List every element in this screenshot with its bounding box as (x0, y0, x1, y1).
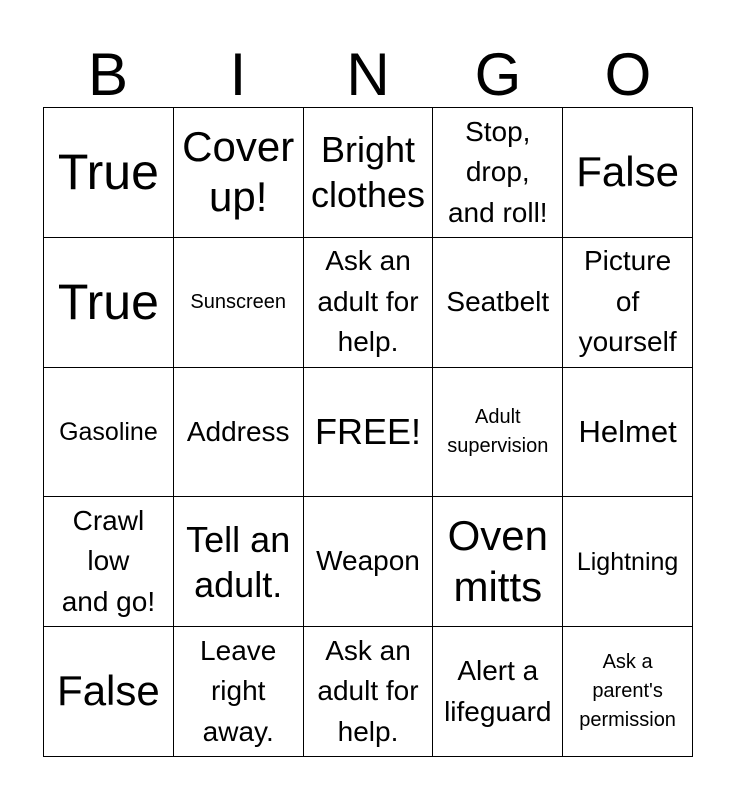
bingo-cell (304, 627, 434, 757)
bingo-cell (174, 368, 304, 498)
bingo-cell (563, 108, 693, 238)
cell-text: False (57, 667, 160, 715)
bingo-cell (304, 497, 434, 627)
bingo-cell (44, 108, 174, 238)
bingo-cell (304, 368, 434, 498)
bingo-card-grid (43, 107, 693, 757)
header-letter-i: I (229, 41, 247, 108)
cell-text: Ask an adult for help. (317, 245, 419, 358)
header-letter-n: N (346, 41, 390, 108)
cell-text: Address (186, 415, 290, 447)
cell-text: Ask an adult for help. (317, 634, 419, 747)
bingo-cell (174, 497, 304, 627)
cell-text: Adult supervision (447, 405, 549, 457)
cell-text: Weapon (316, 545, 420, 577)
cell-text: True (57, 273, 159, 330)
cell-text: Cover up! (182, 123, 295, 221)
header-letter-o: O (604, 41, 652, 108)
cell-text: False (576, 148, 679, 196)
header-letter-b: B (87, 41, 129, 108)
bingo-cell (433, 627, 563, 757)
bingo-cell (174, 238, 304, 368)
bingo-cell (304, 108, 434, 238)
bingo-cell (433, 238, 563, 368)
cell-text: Bright clothes (310, 129, 426, 216)
bingo-cell (44, 497, 174, 627)
cell-text: Oven mitts (447, 512, 548, 610)
bingo-cell (563, 368, 693, 498)
bingo-cell (174, 108, 304, 238)
cell-text: Helmet (578, 413, 677, 449)
cell-text: Gasoline (59, 417, 158, 446)
header-letter-g: G (474, 41, 522, 108)
bingo-cell (563, 627, 693, 757)
cell-text: Stop, drop, and roll! (447, 115, 548, 228)
cell-text: Alert a lifeguard (444, 655, 552, 727)
cell-text: Lightning (576, 547, 679, 576)
bingo-cell (433, 108, 563, 238)
cell-text: Picture of yourself (578, 245, 677, 358)
bingo-cell (433, 497, 563, 627)
bingo-cell (563, 497, 693, 627)
bingo-cell (174, 627, 304, 757)
bingo-cell (44, 238, 174, 368)
bingo-cell (44, 368, 174, 498)
cell-text: Tell an adult. (186, 518, 291, 605)
cell-text: Ask a parent's permission (579, 651, 676, 732)
bingo-cell (44, 627, 174, 757)
bingo-cell (433, 368, 563, 498)
bingo-cell (563, 238, 693, 368)
cell-text: Seatbelt (446, 285, 550, 317)
cell-text: Sunscreen (190, 290, 286, 313)
cell-text: True (57, 143, 159, 200)
bingo-header (43, 42, 693, 108)
cell-text: Crawl low and go! (61, 504, 156, 618)
bingo-cell (304, 238, 434, 368)
cell-text: FREE! (314, 411, 421, 453)
cell-text: Leave right away. (200, 634, 277, 747)
